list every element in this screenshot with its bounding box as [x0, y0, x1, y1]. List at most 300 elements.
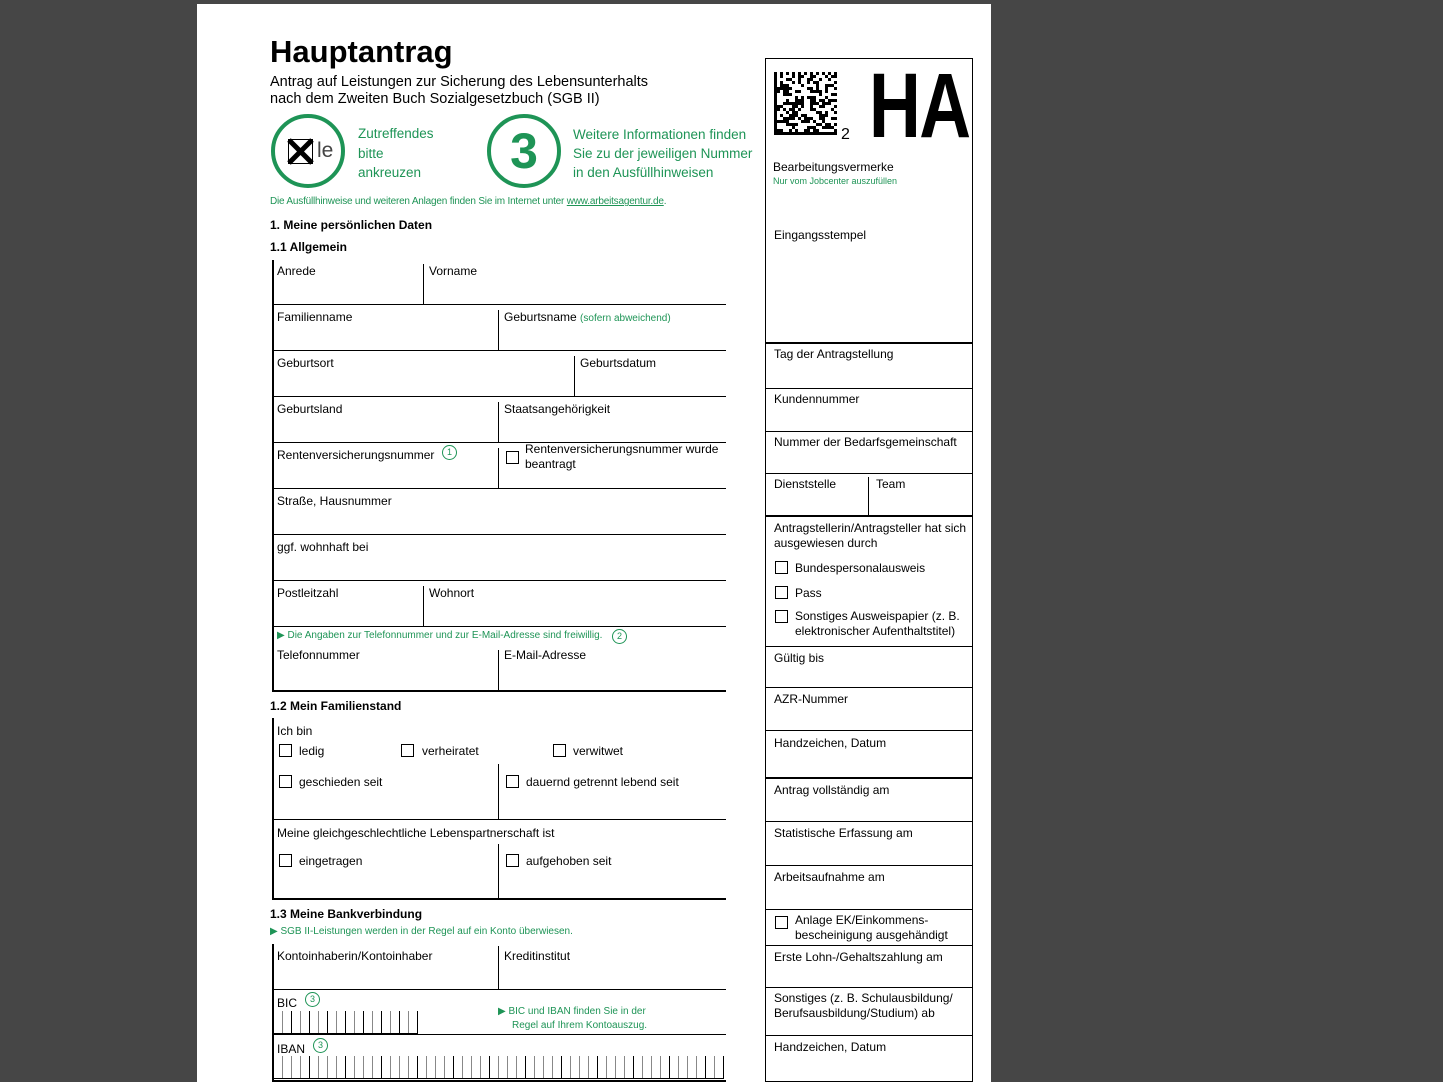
divider — [766, 777, 973, 779]
contact-note-text: Die Angaben zur Telefonnummer und zur E-Mail-Adresse sind freiwillig. — [287, 630, 603, 641]
arrow-right-icon: ▶ — [270, 926, 278, 937]
divider — [498, 402, 499, 442]
barcode-module — [834, 72, 837, 75]
info-ref-3-icon: 3 — [313, 1038, 328, 1053]
barcode-module — [795, 114, 798, 117]
barcode-module — [828, 78, 831, 81]
char-cell — [642, 1056, 651, 1078]
barcode-module — [807, 96, 810, 99]
char-cell — [489, 1056, 498, 1078]
check-legend-line-1: Zutreffendes — [358, 126, 434, 141]
barcode-module — [810, 117, 813, 120]
char-cell — [372, 1011, 381, 1033]
barcode-module — [807, 87, 810, 90]
geschieden-checkbox[interactable] — [279, 775, 292, 788]
vorname-field[interactable]: Vorname — [429, 264, 478, 278]
verheiratet-checkbox[interactable] — [401, 744, 414, 757]
barcode-module — [828, 84, 831, 87]
char-cell — [408, 1011, 417, 1033]
datamatrix-barcode-icon — [774, 72, 837, 135]
barcode-module — [792, 72, 795, 75]
char-cell — [597, 1056, 606, 1078]
barcode-module — [831, 126, 834, 129]
barcode-module — [789, 129, 792, 132]
barcode-module — [804, 120, 807, 123]
barcode-module — [825, 102, 828, 105]
barcode-module — [831, 108, 834, 111]
barcode-module — [831, 93, 834, 96]
barcode-module — [825, 96, 828, 99]
barcode-module — [783, 108, 786, 111]
barcode-module — [792, 132, 795, 135]
barcode-module — [825, 126, 828, 129]
char-cell — [588, 1056, 597, 1078]
barcode-module — [828, 72, 831, 75]
barcode-module — [798, 90, 801, 93]
arbeitsaufnahme-field[interactable]: Arbeitsaufnahme am — [774, 870, 885, 884]
info-ref-2-icon: 2 — [612, 629, 627, 644]
barcode-module — [798, 117, 801, 120]
char-cell — [525, 1056, 534, 1078]
barcode-module — [804, 129, 807, 132]
char-cell — [705, 1056, 714, 1078]
telefon-field[interactable]: Telefonnummer — [277, 648, 360, 662]
barcode-module — [822, 102, 825, 105]
kundennummer-field[interactable]: Kundennummer — [774, 392, 860, 406]
instructions-note-end: . — [663, 196, 667, 207]
geburtsland-field[interactable]: Geburtsland — [277, 402, 343, 416]
barcode-module — [780, 114, 783, 117]
barcode-module — [810, 105, 813, 108]
ledig-label: ledig — [299, 744, 325, 758]
team-field[interactable]: Team — [876, 477, 906, 491]
barcode-module — [801, 105, 804, 108]
divider — [272, 350, 726, 351]
rv-beantragt-checkbox[interactable] — [506, 451, 519, 464]
anlage-ek-checkbox[interactable] — [775, 916, 788, 929]
barcode-module — [774, 75, 777, 78]
verheiratet-label: verheiratet — [422, 744, 479, 758]
sonstiges-ab-line-1: Sonstiges (z. B. Schulausbildung/ — [774, 991, 953, 1005]
char-cell — [480, 1056, 489, 1078]
barcode-module — [789, 93, 792, 96]
barcode-module — [810, 126, 813, 129]
geschieden-label: geschieden seit — [299, 775, 383, 789]
barcode-module — [810, 108, 813, 111]
barcode-module — [774, 99, 777, 102]
info-ref-3-icon: 3 — [305, 992, 320, 1007]
barcode-module — [783, 84, 786, 87]
barcode-module — [798, 78, 801, 81]
char-cell — [273, 1056, 282, 1078]
barcode-module — [807, 120, 810, 123]
barcode-module — [786, 132, 789, 135]
info-legend-line-3: in den Ausfüllhinweisen — [573, 165, 714, 180]
barcode-module — [828, 99, 831, 102]
wohnort-field[interactable]: Wohnort — [429, 586, 475, 600]
barcode-module — [801, 102, 804, 105]
gueltig-bis-field[interactable]: Gültig bis — [774, 651, 825, 665]
barcode-module — [774, 111, 777, 114]
jobcenter-note: Nur vom Jobcenter auszufüllen — [773, 176, 898, 186]
barcode-module — [786, 123, 789, 126]
divider — [766, 730, 973, 731]
barcode-module — [831, 117, 834, 120]
barcode-module — [795, 129, 798, 132]
form-page — [197, 4, 991, 1082]
char-cell — [399, 1011, 408, 1033]
barcode-module — [810, 78, 813, 81]
barcode-module — [789, 78, 792, 81]
bic-note-line-2: Regel auf Ihrem Kontoauszug. — [512, 1020, 648, 1031]
iban-input[interactable] — [273, 1056, 724, 1079]
handzeichen-datum-field[interactable]: Handzeichen, Datum — [774, 736, 887, 750]
barcode-module — [834, 93, 837, 96]
barcode-module — [813, 132, 816, 135]
char-cell — [444, 1056, 453, 1078]
char-cell — [309, 1011, 318, 1033]
azr-nummer-field[interactable]: AZR-Nummer — [774, 692, 848, 706]
barcode-module — [804, 72, 807, 75]
verwitwet-checkbox[interactable] — [553, 744, 566, 757]
barcode-module — [801, 114, 804, 117]
char-cell — [516, 1056, 525, 1078]
barcode-module — [792, 117, 795, 120]
barcode-module — [819, 111, 822, 114]
iban-label: IBAN — [277, 1042, 306, 1056]
barcode-module — [825, 123, 828, 126]
getrennt-label: dauernd getrennt lebend seit — [526, 775, 679, 789]
char-cell — [561, 1056, 570, 1078]
barcode-module — [813, 96, 816, 99]
strasse-field[interactable]: Straße, Hausnummer — [277, 494, 392, 508]
handzeichen-datum-field[interactable]: Handzeichen, Datum — [774, 1040, 887, 1054]
barcode-module — [822, 72, 825, 75]
divider — [498, 310, 499, 350]
char-cell — [534, 1056, 543, 1078]
bic-input[interactable] — [273, 1011, 418, 1034]
barcode-module — [813, 120, 816, 123]
barcode-module — [816, 132, 819, 135]
divider — [766, 515, 973, 517]
section-1-2-left-border — [272, 718, 274, 899]
barcode-module — [792, 126, 795, 129]
barcode-module — [816, 81, 819, 84]
barcode-module — [774, 114, 777, 117]
divider — [272, 626, 726, 627]
bg-nummer-field[interactable]: Nummer der Bedarfsgemeinschaft — [774, 435, 957, 449]
barcode-module — [834, 75, 837, 78]
barcode-module — [777, 129, 780, 132]
barcode-module — [774, 105, 777, 108]
divider — [272, 396, 726, 397]
subtitle-line-1: Antrag auf Leistungen zur Sicherung des Lebensunterhalts — [270, 74, 649, 90]
barcode-module — [801, 75, 804, 78]
barcode-module — [810, 90, 813, 93]
barcode-module — [780, 87, 783, 90]
barcode-module — [834, 123, 837, 126]
geburtsort-field[interactable]: Geburtsort — [277, 356, 334, 370]
statistische-erfassung-field[interactable]: Statistische Erfassung am — [774, 826, 913, 840]
char-cell — [399, 1056, 408, 1078]
char-cell — [300, 1011, 309, 1033]
barcode-module — [816, 123, 819, 126]
barcode-module — [795, 96, 798, 99]
barcode-module — [783, 102, 786, 105]
barcode-module — [804, 114, 807, 117]
divider — [766, 342, 973, 344]
ich-bin-label: Ich bin — [277, 724, 313, 738]
barcode-module — [798, 81, 801, 84]
postleitzahl-field[interactable]: Postleitzahl — [277, 586, 339, 600]
eingangsstempel-label: Eingangsstempel — [774, 228, 867, 242]
char-cell — [426, 1056, 435, 1078]
char-cell — [363, 1011, 372, 1033]
char-cell — [660, 1056, 669, 1078]
char-cell — [336, 1056, 345, 1078]
char-cell — [336, 1011, 345, 1033]
rv-beantragt-line-1: Rentenversicherungsnummer wurde — [525, 442, 719, 456]
barcode-module — [822, 117, 825, 120]
info-legend-text — [573, 125, 752, 182]
geburtsname-hint: (sofern abweichend) — [580, 313, 671, 324]
sonstiges-ausweis-checkbox[interactable] — [775, 610, 788, 623]
barcode-module — [774, 96, 777, 99]
char-cell — [678, 1056, 687, 1078]
barcode-module — [834, 132, 837, 135]
barcode-module — [777, 108, 780, 111]
section-1-2-bottom-border — [272, 898, 726, 900]
barcode-module — [774, 108, 777, 111]
kreditinstitut-field[interactable]: Kreditinstitut — [504, 949, 571, 963]
divider — [766, 987, 973, 988]
char-cell — [282, 1011, 291, 1033]
divider — [272, 488, 726, 489]
barcode-module — [810, 72, 813, 75]
divider — [272, 580, 726, 581]
barcode-module — [834, 111, 837, 114]
barcode-module — [819, 114, 822, 117]
barcode-module — [792, 111, 795, 114]
bic-note-line-1: BIC und IBAN finden Sie in der — [508, 1006, 646, 1017]
char-cell — [354, 1011, 363, 1033]
staatsangehoerigkeit-field[interactable]: Staatsangehörigkeit — [504, 402, 611, 416]
barcode-module — [813, 75, 816, 78]
char-cell-end — [417, 1011, 418, 1033]
barcode-module — [825, 111, 828, 114]
kontoinhaber-field[interactable]: Kontoinhaberin/Kontoinhaber — [277, 949, 433, 963]
barcode-module — [780, 81, 783, 84]
barcode-module — [774, 123, 777, 126]
barcode-module — [780, 105, 783, 108]
barcode-module — [798, 132, 801, 135]
divider — [498, 764, 499, 819]
char-cell — [309, 1056, 318, 1078]
divider — [423, 264, 424, 304]
ausgewiesen-label — [774, 521, 966, 551]
char-cell — [282, 1056, 291, 1078]
barcode-module — [816, 129, 819, 132]
barcode-module — [786, 72, 789, 75]
barcode-module — [786, 84, 789, 87]
bearbeitung-label: Bearbeitungsvermerke — [773, 160, 894, 174]
barcode-module — [777, 105, 780, 108]
barcode-module — [813, 126, 816, 129]
barcode-module — [828, 123, 831, 126]
barcode-module — [807, 117, 810, 120]
check-legend-text — [358, 124, 434, 183]
barcode-module — [834, 129, 837, 132]
barcode-module — [834, 105, 837, 108]
barcode-module — [795, 123, 798, 126]
char-cell — [498, 1056, 507, 1078]
ledig-checkbox[interactable] — [279, 744, 292, 757]
tag-antrag-field[interactable]: Tag der Antragstellung — [774, 347, 894, 361]
barcode-module — [819, 105, 822, 108]
barcode-module — [792, 105, 795, 108]
barcode-module — [825, 87, 828, 90]
char-cell — [390, 1011, 399, 1033]
lohnzahlung-field[interactable]: Erste Lohn-/Gehaltszahlung am — [774, 950, 943, 964]
check-legend-line-3: ankreuzen — [358, 165, 422, 180]
barcode-module — [816, 102, 819, 105]
char-cell — [300, 1056, 309, 1078]
char-cell — [570, 1056, 579, 1078]
barcode-module — [828, 126, 831, 129]
barcode-module — [810, 96, 813, 99]
antrag-vollstaendig-field[interactable]: Antrag vollständig am — [774, 783, 890, 797]
barcode-module — [807, 129, 810, 132]
check-example-icon — [271, 114, 345, 188]
char-cell — [327, 1011, 336, 1033]
char-cell — [408, 1056, 417, 1078]
barcode-module — [825, 132, 828, 135]
section-1-heading: 1. Meine persönlichen Daten — [270, 218, 433, 232]
number-example-icon: 3 — [487, 114, 561, 188]
barcode-module — [810, 87, 813, 90]
char-cell — [507, 1056, 516, 1078]
eingetragen-checkbox[interactable] — [279, 854, 292, 867]
barcode-module — [774, 84, 777, 87]
char-cell — [453, 1056, 462, 1078]
barcode-module — [774, 78, 777, 81]
geburtsdatum-field[interactable]: Geburtsdatum — [580, 356, 657, 370]
page-subtitle — [270, 74, 648, 108]
barcode-module — [825, 114, 828, 117]
barcode-module — [825, 90, 828, 93]
dienststelle-field[interactable]: Dienststelle — [774, 477, 837, 491]
divider — [766, 821, 973, 822]
familienname-field[interactable]: Familienname — [277, 310, 353, 324]
getrennt-checkbox[interactable] — [506, 775, 519, 788]
char-cell — [381, 1056, 390, 1078]
barcode-module — [822, 99, 825, 102]
divider — [498, 650, 499, 690]
contact-note — [277, 630, 602, 641]
char-cell — [606, 1056, 615, 1078]
char-cell — [291, 1011, 300, 1033]
divider — [423, 586, 424, 626]
barcode-module — [813, 81, 816, 84]
barcode-module — [831, 75, 834, 78]
barcode-module — [783, 117, 786, 120]
barcode-module — [789, 114, 792, 117]
barcode-module — [834, 99, 837, 102]
barcode-module — [786, 90, 789, 93]
info-legend-line-2: Sie zu der jeweiligen Nummer — [573, 146, 753, 161]
sonstiges-ab-line-2: Berufsausbildung/Studium) ab — [774, 1006, 935, 1020]
char-cell — [624, 1056, 633, 1078]
barcode-module — [792, 102, 795, 105]
aufgehoben-label: aufgehoben seit — [526, 854, 612, 868]
barcode-module — [804, 117, 807, 120]
divider — [272, 304, 726, 305]
personalausweis-checkbox[interactable] — [775, 561, 788, 574]
partnerschaft-label: Meine gleichgeschlechtliche Lebenspartnerschaft ist — [277, 826, 555, 840]
barcode-module — [786, 99, 789, 102]
divider — [766, 1035, 973, 1036]
char-cell — [273, 1011, 282, 1033]
barcode-module — [801, 132, 804, 135]
rv-nummer-field[interactable]: Rentenversicherungsnummer — [277, 448, 435, 462]
geburtsname-label: Geburtsname — [504, 310, 577, 324]
email-field[interactable]: E-Mail-Adresse — [504, 648, 587, 662]
char-cell — [615, 1056, 624, 1078]
anrede-field[interactable]: Anrede — [277, 264, 316, 278]
char-cell — [543, 1056, 552, 1078]
char-cell — [579, 1056, 588, 1078]
divider — [868, 477, 869, 515]
barcode-module — [774, 102, 777, 105]
verwitwet-label: verwitwet — [573, 744, 624, 758]
divider — [498, 448, 499, 488]
barcode-module — [789, 117, 792, 120]
aufgehoben-checkbox[interactable] — [506, 854, 519, 867]
barcode-module — [774, 72, 777, 75]
sonstiges-ausweis-label — [795, 609, 960, 639]
barcode-module — [819, 78, 822, 81]
divider — [766, 473, 973, 474]
geburtsname-field[interactable] — [504, 310, 671, 324]
char-cell — [345, 1011, 354, 1033]
char-cell — [696, 1056, 705, 1078]
barcode-module — [789, 132, 792, 135]
arbeitsagentur-link[interactable]: www.arbeitsagentur.de — [566, 196, 664, 207]
char-cell — [345, 1056, 354, 1078]
barcode-module — [792, 108, 795, 111]
barcode-module — [801, 99, 804, 102]
char-cell — [669, 1056, 678, 1078]
char-cell — [327, 1056, 336, 1078]
sonstiges-ab-field[interactable] — [774, 991, 953, 1021]
wohnhaft-bei-field[interactable]: ggf. wohnhaft bei — [277, 540, 369, 554]
char-cell — [462, 1056, 471, 1078]
instructions-note-text: Die Ausfüllhinweise und weiteren Anlagen finden Sie im Internet unter — [270, 196, 565, 207]
barcode-module — [819, 123, 822, 126]
barcode-module — [780, 75, 783, 78]
barcode-module — [786, 93, 789, 96]
barcode-module — [813, 102, 816, 105]
divider — [766, 865, 973, 866]
barcode-module — [831, 84, 834, 87]
divider — [766, 388, 973, 389]
rv-beantragt-label — [525, 442, 718, 472]
divider — [272, 819, 726, 820]
barcode-module — [789, 123, 792, 126]
barcode-module — [774, 120, 777, 123]
pass-checkbox[interactable] — [775, 586, 788, 599]
divider — [498, 946, 499, 989]
